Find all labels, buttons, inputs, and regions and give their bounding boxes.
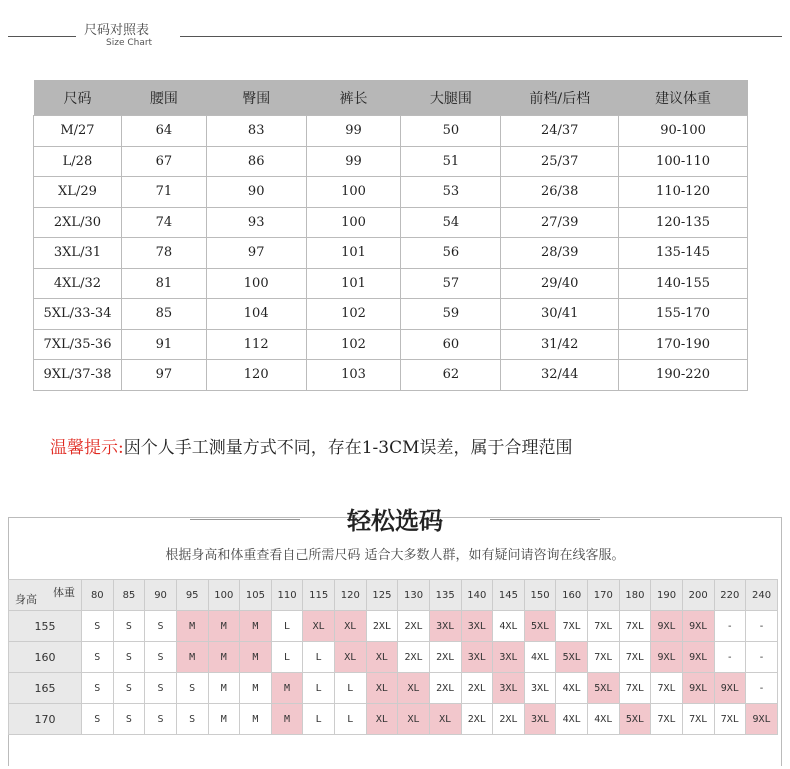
- size-table-cell: 90: [206, 177, 306, 208]
- size-recommendation-cell: 7XL: [619, 611, 651, 642]
- size-table-row: [34, 146, 748, 177]
- weight-header-cell: 100: [208, 580, 240, 611]
- size-recommendation-cell: 9XL: [682, 611, 714, 642]
- size-recommendation-cell: M: [208, 704, 240, 735]
- weight-header-cell: 140: [461, 580, 493, 611]
- size-recommendation-cell: S: [82, 642, 114, 673]
- size-recommendation-cell: XL: [366, 673, 398, 704]
- size-table-cell: 100-110: [619, 146, 748, 177]
- size-table-cell: 110-120: [619, 177, 748, 208]
- size-table-cell: 9XL/37-38: [34, 360, 122, 391]
- size-table-cell: 5XL/33-34: [34, 299, 122, 330]
- size-recommendation-cell: M: [271, 704, 303, 735]
- size-table-cell: 24/37: [501, 116, 619, 147]
- size-table-cell: 71: [121, 177, 206, 208]
- size-recommendation-cell: S: [82, 673, 114, 704]
- size-recommendation-cell: 9XL: [651, 611, 683, 642]
- size-recommendation-cell: 9XL: [746, 704, 778, 735]
- size-table-cell: XL/29: [34, 177, 122, 208]
- size-recommendation-cell: 2XL: [398, 611, 430, 642]
- measurement-tip: [50, 433, 573, 458]
- size-recommendation-cell: 9XL: [682, 673, 714, 704]
- size-recommendation-cell: XL: [303, 611, 335, 642]
- size-table-cell: 7XL/35-36: [34, 329, 122, 360]
- weight-header-cell: 90: [145, 580, 177, 611]
- tip-label: 温馨提示:: [50, 438, 124, 458]
- size-table-cell: 101: [306, 238, 401, 269]
- size-table-cell: 59: [401, 299, 501, 330]
- weight-header-cell: 200: [682, 580, 714, 611]
- size-table-cell: 26/38: [501, 177, 619, 208]
- size-table-header: [34, 80, 748, 116]
- size-recommendation-cell: S: [113, 704, 145, 735]
- size-column-header: 裤长: [306, 80, 401, 116]
- size-table-cell: 135-145: [619, 238, 748, 269]
- size-recommendation-cell: S: [113, 673, 145, 704]
- size-table-cell: 91: [121, 329, 206, 360]
- picker-subtitle: 根据身高和体重查看自己所需尺码 适合大多数人群，如有疑问请咨询在线客服。: [165, 548, 625, 563]
- size-table-cell: 62: [401, 360, 501, 391]
- size-column-header: 腰围: [121, 80, 206, 116]
- size-recommendation-cell: M: [208, 642, 240, 673]
- size-recommendation-cell: S: [145, 704, 177, 735]
- size-recommendation-cell: 9XL: [682, 642, 714, 673]
- weight-header-cell: 190: [651, 580, 683, 611]
- size-table: [33, 80, 748, 391]
- size-recommendation-cell: -: [714, 642, 746, 673]
- size-recommendation-cell: 3XL: [493, 673, 525, 704]
- weight-header-cell: 95: [176, 580, 208, 611]
- size-recommendation-cell: XL: [398, 673, 430, 704]
- size-column-header: 建议体重: [619, 80, 748, 116]
- size-recommendation-cell: M: [240, 642, 272, 673]
- size-table-cell: M/27: [34, 116, 122, 147]
- size-recommendation-cell: 2XL: [398, 642, 430, 673]
- size-table-cell: 2XL/30: [34, 207, 122, 238]
- size-recommendation-cell: S: [113, 611, 145, 642]
- size-recommendation-cell: L: [335, 673, 367, 704]
- size-column-header: 臀围: [206, 80, 306, 116]
- size-recommendation-cell: S: [113, 642, 145, 673]
- size-table-cell: 190-220: [619, 360, 748, 391]
- weight-header-cell: 105: [240, 580, 272, 611]
- size-recommendation-cell: 5XL: [556, 642, 588, 673]
- weight-header-cell: 80: [82, 580, 114, 611]
- size-recommendation-cell: S: [145, 642, 177, 673]
- size-table-cell: 60: [401, 329, 501, 360]
- size-recommendation-cell: 7XL: [651, 673, 683, 704]
- size-recommendation-cell: XL: [366, 642, 398, 673]
- size-table-cell: 56: [401, 238, 501, 269]
- size-recommendation-cell: 3XL: [429, 611, 461, 642]
- size-table-cell: 102: [306, 329, 401, 360]
- height-row: [9, 673, 778, 704]
- size-table-cell: 27/39: [501, 207, 619, 238]
- size-recommendation-cell: 7XL: [619, 673, 651, 704]
- size-table-cell: 50: [401, 116, 501, 147]
- weight-header-cell: 145: [493, 580, 525, 611]
- size-recommendation-cell: S: [176, 673, 208, 704]
- size-recommendation-cell: 7XL: [588, 611, 620, 642]
- size-table-row: [34, 329, 748, 360]
- weight-header-cell: 125: [366, 580, 398, 611]
- size-recommendation-cell: XL: [335, 611, 367, 642]
- size-column-header: 前档/后档: [501, 80, 619, 116]
- height-label-cell: 165: [9, 673, 82, 704]
- weight-header-cell: 180: [619, 580, 651, 611]
- size-table-cell: 112: [206, 329, 306, 360]
- size-table-cell: 93: [206, 207, 306, 238]
- size-table-cell: 81: [121, 268, 206, 299]
- size-table-cell: 120-135: [619, 207, 748, 238]
- size-table-cell: 31/42: [501, 329, 619, 360]
- weight-header-cell: 85: [113, 580, 145, 611]
- size-table-cell: 25/37: [501, 146, 619, 177]
- size-recommendation-cell: 4XL: [524, 642, 556, 673]
- size-recommendation-cell: M: [271, 673, 303, 704]
- size-recommendation-cell: M: [240, 673, 272, 704]
- size-table-cell: 86: [206, 146, 306, 177]
- size-table-row: [34, 116, 748, 147]
- size-table-row: [34, 268, 748, 299]
- size-recommendation-cell: L: [303, 642, 335, 673]
- size-table-cell: 67: [121, 146, 206, 177]
- weight-header-row: [9, 580, 778, 611]
- weight-header-cell: 150: [524, 580, 556, 611]
- size-table-cell: 103: [306, 360, 401, 391]
- height-label-cell: 155: [9, 611, 82, 642]
- size-table-cell: 97: [206, 238, 306, 269]
- size-table-cell: 54: [401, 207, 501, 238]
- size-recommendation-cell: 4XL: [493, 611, 525, 642]
- size-table-cell: 99: [306, 116, 401, 147]
- size-table-cell: 85: [121, 299, 206, 330]
- size-table-cell: 74: [121, 207, 206, 238]
- size-table-cell: 30/41: [501, 299, 619, 330]
- weight-header-cell: 135: [429, 580, 461, 611]
- size-recommendation-cell: 3XL: [461, 611, 493, 642]
- header-line-right: [180, 36, 782, 37]
- size-recommendation-cell: S: [82, 611, 114, 642]
- weight-header-cell: 130: [398, 580, 430, 611]
- size-recommendation-cell: 5XL: [524, 611, 556, 642]
- size-table-cell: 51: [401, 146, 501, 177]
- size-table-cell: 53: [401, 177, 501, 208]
- height-label: 身高: [15, 593, 37, 606]
- size-recommendation-cell: S: [82, 704, 114, 735]
- size-recommendation-cell: S: [145, 673, 177, 704]
- size-recommendation-cell: -: [746, 673, 778, 704]
- size-recommendation-cell: 9XL: [714, 673, 746, 704]
- size-recommendation-cell: 7XL: [556, 611, 588, 642]
- weight-header-cell: 160: [556, 580, 588, 611]
- size-table-cell: 100: [306, 207, 401, 238]
- size-table-cell: 29/40: [501, 268, 619, 299]
- size-recommendation-cell: S: [176, 704, 208, 735]
- height-label-cell: 170: [9, 704, 82, 735]
- size-recommendation-cell: 5XL: [619, 704, 651, 735]
- size-table-cell: 90-100: [619, 116, 748, 147]
- size-recommendation-cell: 7XL: [714, 704, 746, 735]
- page-subtitle: Size Chart: [106, 38, 153, 48]
- size-table-cell: 99: [306, 146, 401, 177]
- size-table-cell: 64: [121, 116, 206, 147]
- size-table-cell: L/28: [34, 146, 122, 177]
- weight-header-cell: 115: [303, 580, 335, 611]
- size-table-row: [34, 299, 748, 330]
- size-recommendation-cell: 2XL: [461, 673, 493, 704]
- size-recommendation-cell: 7XL: [651, 704, 683, 735]
- size-recommendation-cell: XL: [398, 704, 430, 735]
- size-table-row: [34, 360, 748, 391]
- size-recommendation-cell: -: [746, 642, 778, 673]
- size-table-row: [34, 177, 748, 208]
- size-table-cell: 4XL/32: [34, 268, 122, 299]
- size-table-row: [34, 207, 748, 238]
- size-recommendation-cell: 5XL: [588, 673, 620, 704]
- size-recommendation-cell: S: [145, 611, 177, 642]
- weight-header-cell: 110: [271, 580, 303, 611]
- size-column-header: 尺码: [34, 80, 122, 116]
- size-recommendation-cell: 9XL: [651, 642, 683, 673]
- size-recommendation-cell: 3XL: [461, 642, 493, 673]
- picker-title: 轻松选码: [347, 507, 443, 535]
- height-label-cell: 160: [9, 642, 82, 673]
- size-table-cell: 102: [306, 299, 401, 330]
- weight-label: 体重: [53, 586, 75, 599]
- size-picker-table: [8, 579, 778, 735]
- size-recommendation-cell: 7XL: [588, 642, 620, 673]
- size-recommendation-cell: 3XL: [493, 642, 525, 673]
- size-recommendation-cell: M: [240, 611, 272, 642]
- weight-header-cell: 170: [588, 580, 620, 611]
- size-recommendation-cell: L: [303, 673, 335, 704]
- size-recommendation-cell: 4XL: [556, 704, 588, 735]
- size-recommendation-cell: 4XL: [556, 673, 588, 704]
- weight-header-cell: 120: [335, 580, 367, 611]
- tip-text: 因个人手工测量方式不同，存在1-3CM误差，属于合理范围: [123, 438, 573, 458]
- weight-header-cell: 220: [714, 580, 746, 611]
- size-column-header: 大腿围: [401, 80, 501, 116]
- size-table-cell: 32/44: [501, 360, 619, 391]
- size-table-cell: 155-170: [619, 299, 748, 330]
- size-recommendation-cell: 2XL: [461, 704, 493, 735]
- size-table-cell: 83: [206, 116, 306, 147]
- size-table-cell: 97: [121, 360, 206, 391]
- size-recommendation-cell: M: [240, 704, 272, 735]
- height-row: [9, 704, 778, 735]
- size-table-cell: 170-190: [619, 329, 748, 360]
- size-recommendation-cell: M: [176, 611, 208, 642]
- size-recommendation-cell: XL: [429, 704, 461, 735]
- size-recommendation-cell: L: [271, 642, 303, 673]
- height-row: [9, 611, 778, 642]
- size-recommendation-cell: XL: [335, 642, 367, 673]
- size-table-cell: 78: [121, 238, 206, 269]
- size-table-cell: 140-155: [619, 268, 748, 299]
- size-recommendation-cell: -: [714, 611, 746, 642]
- size-table-cell: 100: [306, 177, 401, 208]
- size-table-cell: 120: [206, 360, 306, 391]
- size-recommendation-cell: 7XL: [619, 642, 651, 673]
- page-title: 尺码对照表: [84, 23, 150, 38]
- size-recommendation-cell: M: [208, 673, 240, 704]
- weight-height-corner: [9, 580, 82, 611]
- size-recommendation-cell: L: [271, 611, 303, 642]
- size-recommendation-cell: L: [335, 704, 367, 735]
- size-recommendation-cell: 2XL: [429, 642, 461, 673]
- size-recommendation-cell: XL: [366, 704, 398, 735]
- size-recommendation-cell: 3XL: [524, 704, 556, 735]
- size-table-cell: 104: [206, 299, 306, 330]
- size-table-cell: 57: [401, 268, 501, 299]
- size-recommendation-cell: 2XL: [429, 673, 461, 704]
- size-table-cell: 28/39: [501, 238, 619, 269]
- size-recommendation-cell: 2XL: [493, 704, 525, 735]
- size-recommendation-cell: 7XL: [682, 704, 714, 735]
- size-recommendation-cell: 3XL: [524, 673, 556, 704]
- size-table-cell: 100: [206, 268, 306, 299]
- size-recommendation-cell: 4XL: [588, 704, 620, 735]
- size-table-cell: 3XL/31: [34, 238, 122, 269]
- header-line-left: [8, 36, 76, 37]
- size-table-row: [34, 238, 748, 269]
- size-recommendation-cell: L: [303, 704, 335, 735]
- size-recommendation-cell: -: [746, 611, 778, 642]
- size-recommendation-cell: 2XL: [366, 611, 398, 642]
- weight-header-cell: 240: [746, 580, 778, 611]
- size-table-cell: 101: [306, 268, 401, 299]
- height-row: [9, 642, 778, 673]
- size-recommendation-cell: M: [208, 611, 240, 642]
- size-recommendation-cell: M: [176, 642, 208, 673]
